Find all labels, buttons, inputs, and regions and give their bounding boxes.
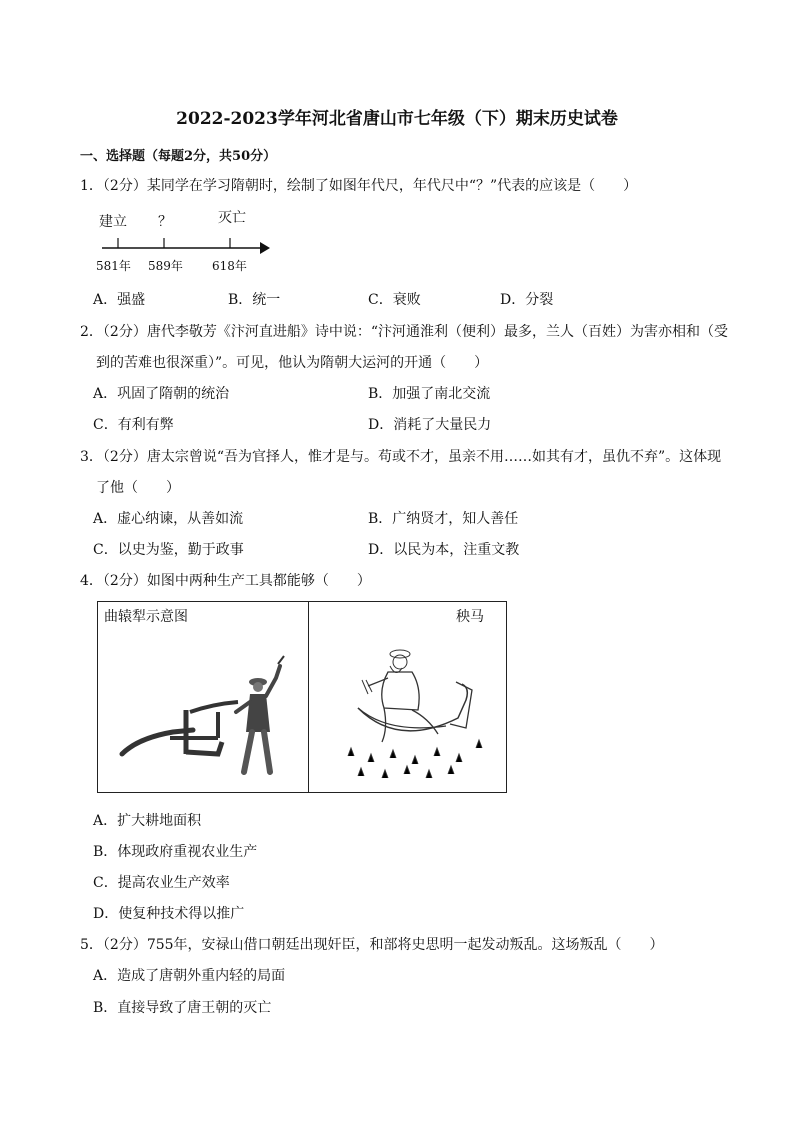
option-a: A．虚心纳谏，从善如流 xyxy=(93,511,244,527)
figure-caption-plough: 曲辕犁示意图 xyxy=(104,609,188,625)
option-d: D．使复种技术得以推广 xyxy=(93,906,245,922)
option-a: A．强盛 xyxy=(93,292,146,308)
question-3-stem: 3．（2分）唐太宗曾说“吾为官择人，惟才是与。苟或不才，虽亲不用……如其有才，虽仇不弃”。这体现 xyxy=(80,449,722,465)
option-c: C．以史为鉴，勤于政事 xyxy=(93,542,244,558)
option-b: B．直接导致了唐王朝的灭亡 xyxy=(93,1000,272,1016)
curved-plough-illustration xyxy=(118,642,298,787)
option-a: A．巩固了隋朝的统治 xyxy=(93,386,230,402)
option-a: A．造成了唐朝外重内轻的局面 xyxy=(93,968,286,984)
question-5-stem: 5．（2分）755年，安禄山借口朝廷出现奸臣，和部将史思明一起发动叛乱。这场叛乱（ ） xyxy=(80,937,664,953)
question-3-stem-cont: 了他（ ） xyxy=(96,480,180,496)
option-d: D．消耗了大量民力 xyxy=(368,417,492,433)
option-d: D．以民为本，注重文教 xyxy=(368,542,520,558)
figure-divider xyxy=(308,602,309,792)
yangma-illustration xyxy=(338,638,498,788)
option-b: B．统一 xyxy=(228,292,281,308)
question-2-stem: 2．（2分）唐代李敬芳《汴河直进船》诗中说：“汴河通淮利（便利）最多，兰人（百姓）为害亦相和（受 xyxy=(80,324,728,340)
option-b: B．体现政府重视农业生产 xyxy=(93,844,258,860)
option-c: C．提高农业生产效率 xyxy=(93,875,230,891)
timeline-year-581: 581年 xyxy=(96,259,131,273)
timeline-year-589: 589年 xyxy=(148,259,183,273)
timeline-year-618: 618年 xyxy=(212,259,247,273)
tools-figure xyxy=(97,601,507,793)
option-a: A．扩大耕地面积 xyxy=(93,813,202,829)
question-2-stem-cont: 到的苦难也很深重）”。可见，他认为隋朝大运河的开通（ ） xyxy=(96,355,489,371)
timeline-label-fall: 灭亡 xyxy=(218,210,246,226)
option-b: B．加强了南北交流 xyxy=(368,386,491,402)
question-1-stem: 1．（2分）某同学在学习隋朝时，绘制了如图年代尺，年代尺中“？”代表的应该是（ ） xyxy=(80,178,638,194)
option-b: B．广纳贤才，知人善任 xyxy=(368,511,519,527)
option-c: C．衰败 xyxy=(368,292,421,308)
timeline-label-founded: 建立 xyxy=(99,214,127,230)
option-d: D．分裂 xyxy=(500,292,554,308)
option-c: C．有利有弊 xyxy=(93,417,174,433)
figure-caption-yangma: 秧马 xyxy=(456,609,484,625)
section-heading: 一、选择题（每题2分，共50分） xyxy=(80,149,277,164)
page-title: 2022-2023学年河北省唐山市七年级（下）期末历史试卷 xyxy=(176,109,618,129)
timeline-arrow xyxy=(96,232,276,256)
question-4-stem: 4．（2分）如图中两种生产工具都能够（ ） xyxy=(80,573,371,589)
timeline-label-unknown: ？ xyxy=(158,214,172,230)
